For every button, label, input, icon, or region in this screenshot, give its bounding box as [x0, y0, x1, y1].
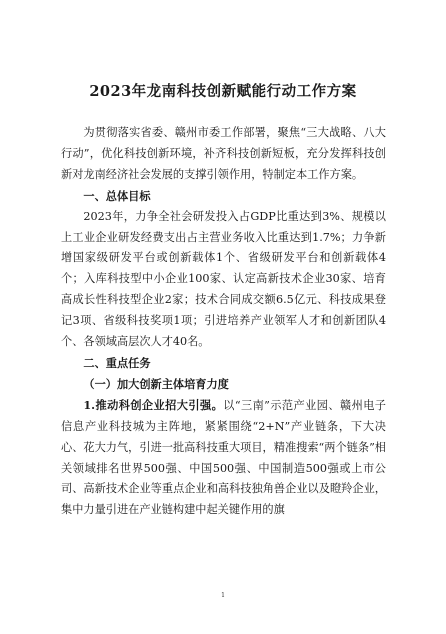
document-title: 2023年龙南科技创新赋能行动工作方案 — [89, 83, 357, 100]
page-number: 1 — [221, 592, 225, 599]
subsection-heading: （一）加大创新主体培育力度 — [83, 376, 229, 391]
task-item-1-lead: 1.推动科创企业招大引强。 — [83, 397, 224, 412]
section-heading-tasks: 二、重点任务 — [83, 355, 151, 370]
intro-paragraph: 为贯彻落实省委、赣州市委工作部署，聚焦“三大战略、八大行动”，优化科技创新环境，补齐科技创新短板，充分发挥科技创新对龙南经济社会发展的支撑引领作用，特制定本工作方案。 — [61, 126, 386, 181]
task-item-1-text: 以“三南”示范产业园、赣州电子信息产业科技城为主阵地，紧紧围绕“2+N”产业链条，下大决心、花大力气，引进一批高科技重大项目，精准搜索“两个链条”相关领域排名世界500强、中国500强、中国制造500强或上市公司、高新技术企业等重点企业和高科技独角兽企业以及瞪羚企业，集中力量引进在产业链构建中起关键作用的旗 — [61, 398, 386, 517]
goals-paragraph: 2023年，力争全社会研发投入占GDP比重达到3%、规模以上工业企业研发经费支出占主营业务收入比重达到1.7%；力争新增国家级研发平台或创新载体1个、省级研发平台和创新载体4个；入库科技型中小企业100家、认定高新技术企业30家、培育高成长性科技型企业2家；技术合同成交额6.5亿元、科技成果登记3项、省级科技奖项1项；引进培养产业领军人才和创新团队4个、各领域高层次人才40名。 — [61, 209, 386, 349]
section-heading-goals: 一、总体目标 — [83, 188, 151, 203]
document-body — [61, 123, 386, 521]
task-item-1 — [61, 395, 386, 521]
